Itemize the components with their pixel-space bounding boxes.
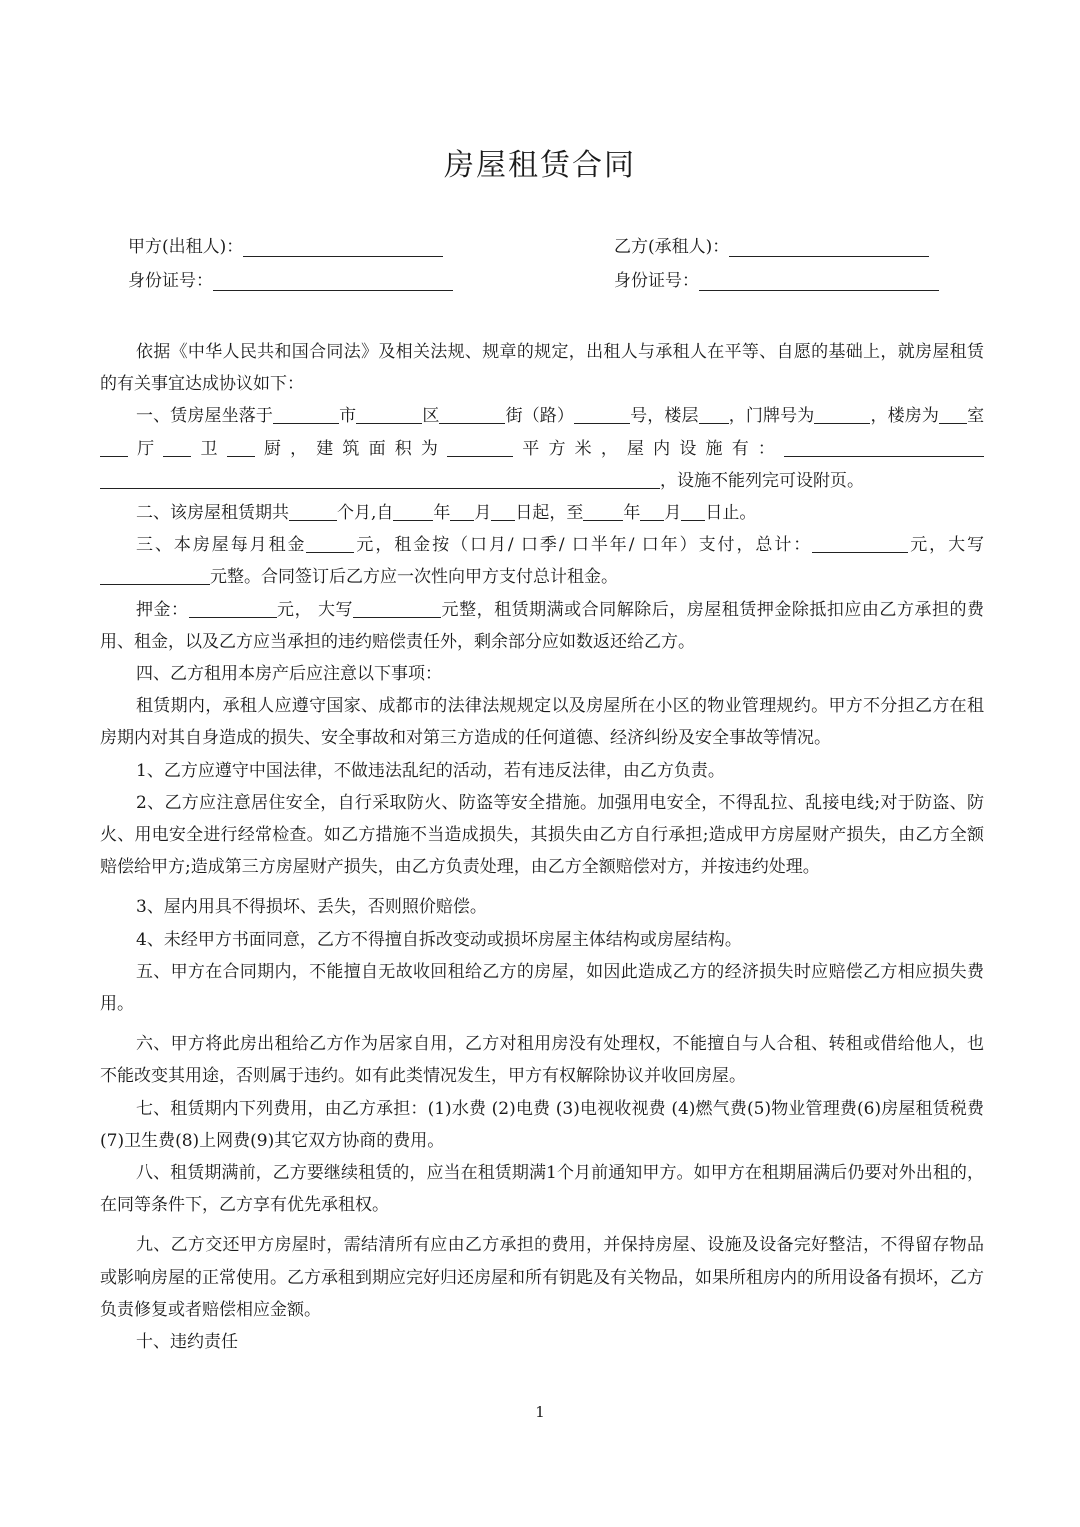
clause-4-intro: 租赁期内，承租人应遵守国家、成都市的法律法规规定以及房屋所在小区的物业管理规约。甲方不分担乙方在租房期内对其自身造成的损失、安全事故和对第三方造成的任何道德、经济纠纷及安全事故等情况。 [100,696,984,749]
clause-4-item-3: 3、屋内用具不得损坏、丢失，否则照价赔偿。 [136,897,487,918]
tenant-label: 乙方(承租人)： [614,237,730,257]
landlord-id-label: 身份证号： [128,271,213,291]
clause-10-heading: 十、违约责任 [136,1332,238,1353]
clause-8: 八、租赁期满前，乙方要继续租赁的，应当在租赁期满1个月前通知甲方。如甲方在租期届满后仍要对外出租的，在同等条件下，乙方享有优先承租权。 [100,1163,984,1216]
clause-5: 五、甲方在合同期内，不能擅自无故收回租给乙方的房屋，如因此造成乙方的经济损失时应赔偿乙方相应损失费用。 [100,961,984,1015]
tenant-name-field[interactable] [729,238,929,257]
landlord-name-field[interactable] [243,238,443,257]
tenant-id-line [614,266,939,291]
landlord-name-line [128,232,443,257]
tenant-id-label: 身份证号： [614,271,699,291]
clause-9: 九、乙方交还甲方房屋时，需结清所有应由乙方承担的费用，并保持房屋、设施及设备完好整洁，不得留存物品或影响房屋的正常使用。乙方承租到期应完好归还房屋和所有钥匙及有关物品，如果所租房内的所用设备有损坏，乙方负责修复或者赔偿相应金额。 [100,1235,984,1320]
page-title: 房屋租赁合同 [444,148,636,183]
contract-body [100,336,984,1358]
clause-1-location: 一、赁房屋坐落于 市 区 街（路） 号，楼层 ，门牌号为 ，楼房为 室厅 卫 厨，建筑面积为 平方米，屋内设施有：，设施不能列完可设附页。 [100,400,984,497]
tenant-id-field[interactable] [699,272,939,291]
tenant-name-line [614,232,929,257]
clause-3-rent: 三、本房屋每月租金 元，租金按（口月/ 口季/ 口半年/ 口年）支付，总计： 元，大写元整。合同签订后乙方应一次性向甲方支付总计租金。 [100,529,984,593]
clause-3-deposit: 押金： 元， 大写 元整，租赁期满或合同解除后，房屋租赁押金除抵扣应由乙方承担的费用、租金，以及乙方应当承担的违约赔偿责任外，剩余部分应如数返还给乙方。 [100,594,984,658]
clause-4-item-1: 1、乙方应遵守中国法律，不做违法乱纪的活动，若有违反法律，由乙方负责。 [136,760,725,781]
landlord-label: 甲方(出租人)： [128,237,244,257]
clause-4-item-4: 4、未经甲方书面同意，乙方不得擅自拆改变动或损坏房屋主体结构或房屋结构。 [136,929,742,950]
landlord-id-field[interactable] [213,272,453,291]
intro-paragraph: 依据《中华人民共和国合同法》及相关法规、规章的规定，出租人与承租人在平等、自愿的基础上，就房屋租赁的有关事宜达成协议如下： [100,342,984,395]
page-number: 1 [535,1403,545,1421]
clause-2-term: 二、该房屋租赁期共 个月,自 年 月 日起，至 年 月 日止。 [100,497,984,529]
clause-6: 六、甲方将此房出租给乙方作为居家自用，乙方对租用房没有处理权，不能擅自与人合租、转租或借给他人，也不能改变其用途，否则属于违约。如有此类情况发生，甲方有权解除协议并收回房屋。 [100,1034,984,1087]
clause-4-item-2: 2、乙方应注意居住安全，自行采取防火、防盗等安全措施。加强用电安全，不得乱拉、乱接电线;对于防盗、防火、用电安全进行经常检查。如乙方措施不当造成损失，其损失由乙方自行承担;造成甲方房屋财产损失，由乙方全额赔偿给甲方;造成第三方房屋财产损失，由乙方负责处理，由乙方全额赔偿对方，并按违约处理。 [100,792,984,878]
landlord-id-line [128,266,453,291]
clause-4-heading: 四、乙方租用本房产后应注意以下事项： [136,664,442,685]
clause-7: 七、租赁期内下列费用，由乙方承担：(1)水费 (2)电费 (3)电视收视费 (4)燃气费(5)物业管理费(6)房屋租赁税费(7)卫生费(8)上网费(9)其它双方协商的费用。 [100,1098,984,1151]
